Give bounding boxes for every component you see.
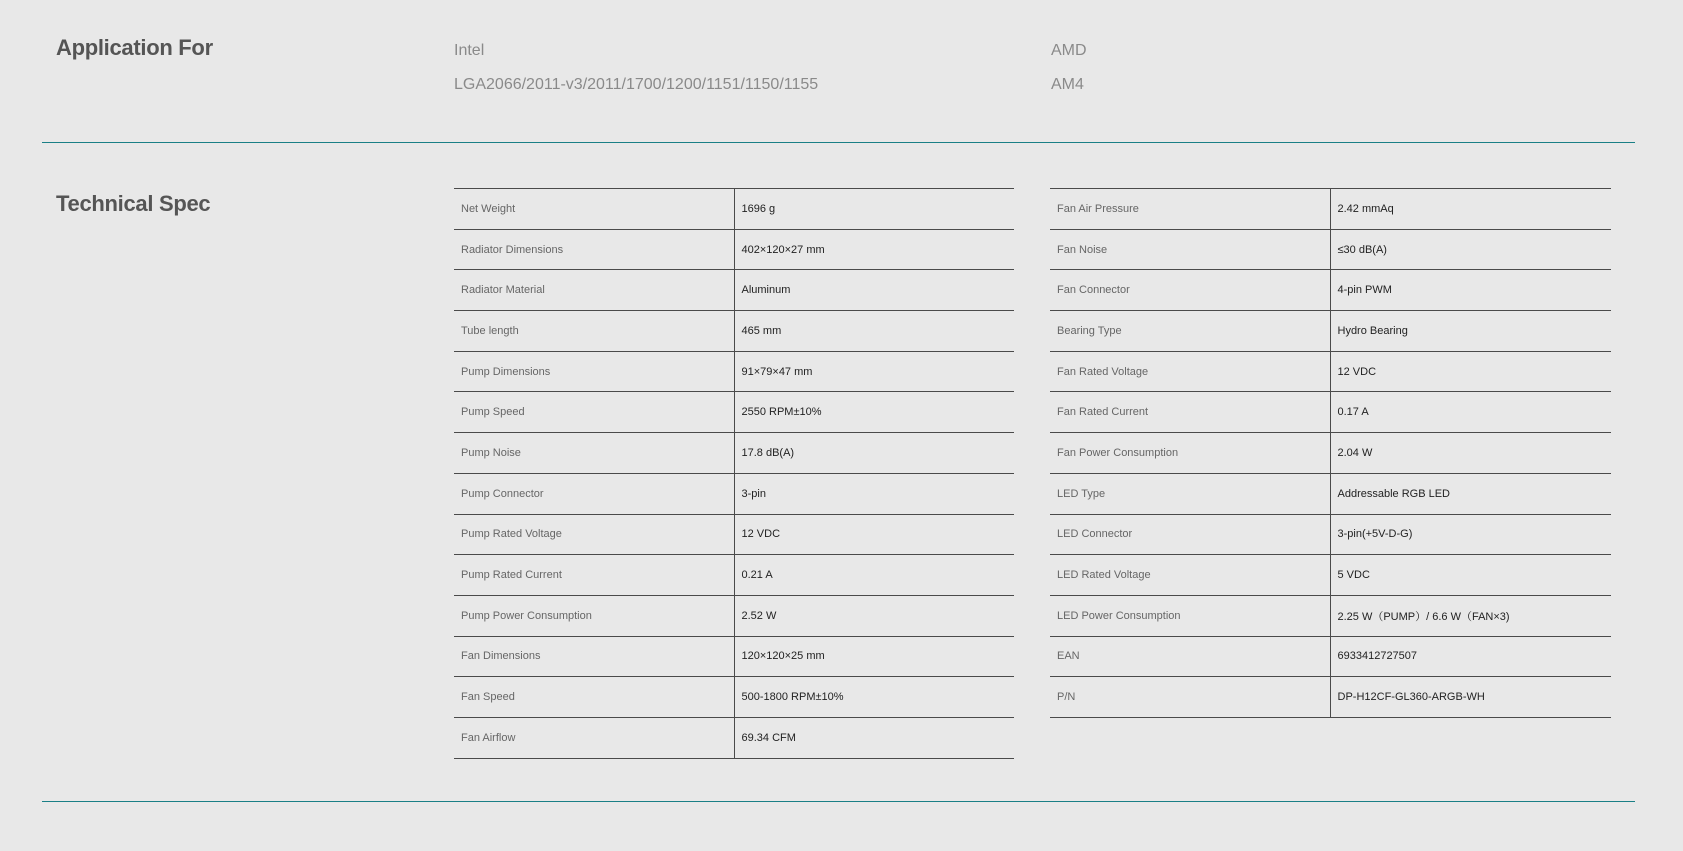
spec-row xyxy=(1050,636,1611,677)
spec-row xyxy=(454,717,1014,758)
spec-row xyxy=(1050,473,1611,514)
spec-value: 5 VDC xyxy=(1330,555,1611,596)
spec-row xyxy=(454,229,1014,270)
amd-label: AMD xyxy=(1051,42,1087,59)
spec-key: Tube length xyxy=(454,311,734,352)
spec-row xyxy=(1050,555,1611,596)
spec-value: 2.42 mmAq xyxy=(1330,189,1611,230)
spec-key: Pump Connector xyxy=(454,473,734,514)
spec-value: 3-pin xyxy=(734,473,1014,514)
section-divider xyxy=(42,142,1635,143)
spec-value: 2.52 W xyxy=(734,595,1014,636)
spec-value: 465 mm xyxy=(734,311,1014,352)
spec-key: LED Type xyxy=(1050,473,1330,514)
spec-row xyxy=(1050,351,1611,392)
spec-key: Pump Speed xyxy=(454,392,734,433)
spec-value: 1696 g xyxy=(734,189,1014,230)
technical-spec-heading: Technical Spec xyxy=(56,191,211,216)
spec-value: 3-pin(+5V-D-G) xyxy=(1330,514,1611,555)
spec-key: EAN xyxy=(1050,636,1330,677)
spec-key: Fan Power Consumption xyxy=(1050,433,1330,474)
spec-row xyxy=(454,433,1014,474)
spec-key: Pump Power Consumption xyxy=(454,595,734,636)
spec-row xyxy=(1050,514,1611,555)
spec-row xyxy=(454,555,1014,596)
spec-row xyxy=(454,636,1014,677)
spec-row xyxy=(1050,311,1611,352)
spec-key: Fan Dimensions xyxy=(454,636,734,677)
spec-row xyxy=(1050,270,1611,311)
spec-key: Fan Rated Voltage xyxy=(1050,351,1330,392)
intel-label: Intel xyxy=(454,42,485,59)
spec-row xyxy=(454,677,1014,718)
spec-row xyxy=(1050,189,1611,230)
spec-value: 2.25 W（PUMP）/ 6.6 W（FAN×3) xyxy=(1330,595,1611,636)
section-divider xyxy=(42,801,1635,802)
spec-row xyxy=(1050,433,1611,474)
spec-row xyxy=(454,311,1014,352)
spec-key: Fan Speed xyxy=(454,677,734,718)
spec-row xyxy=(454,595,1014,636)
spec-row xyxy=(454,351,1014,392)
spec-value: ≤30 dB(A) xyxy=(1330,229,1611,270)
spec-key: Radiator Material xyxy=(454,270,734,311)
spec-row xyxy=(454,473,1014,514)
spec-key: Pump Noise xyxy=(454,433,734,474)
spec-row xyxy=(1050,595,1611,636)
spec-key: P/N xyxy=(1050,677,1330,718)
spec-key: Bearing Type xyxy=(1050,311,1330,352)
spec-key: Pump Rated Voltage xyxy=(454,514,734,555)
spec-key: Fan Airflow xyxy=(454,717,734,758)
amd-sockets: AM4 xyxy=(1051,76,1084,93)
spec-value: 12 VDC xyxy=(1330,351,1611,392)
spec-table-left xyxy=(454,188,1014,759)
spec-value: 17.8 dB(A) xyxy=(734,433,1014,474)
spec-row xyxy=(1050,229,1611,270)
spec-value: 6933412727507 xyxy=(1330,636,1611,677)
spec-value: 2.04 W xyxy=(1330,433,1611,474)
spec-value: Aluminum xyxy=(734,270,1014,311)
spec-value: DP-H12CF-GL360-ARGB-WH xyxy=(1330,677,1611,718)
spec-value: 12 VDC xyxy=(734,514,1014,555)
spec-key: LED Power Consumption xyxy=(1050,595,1330,636)
spec-value: 0.17 A xyxy=(1330,392,1611,433)
spec-key: Pump Rated Current xyxy=(454,555,734,596)
spec-key: Pump Dimensions xyxy=(454,351,734,392)
spec-row xyxy=(454,189,1014,230)
spec-key: Radiator Dimensions xyxy=(454,229,734,270)
spec-key: LED Rated Voltage xyxy=(1050,555,1330,596)
spec-value: 2550 RPM±10% xyxy=(734,392,1014,433)
application-for-heading: Application For xyxy=(56,35,213,60)
spec-row xyxy=(454,392,1014,433)
spec-value: Hydro Bearing xyxy=(1330,311,1611,352)
spec-row xyxy=(1050,392,1611,433)
spec-value: 402×120×27 mm xyxy=(734,229,1014,270)
spec-row xyxy=(454,270,1014,311)
spec-key: Fan Air Pressure xyxy=(1050,189,1330,230)
spec-key: Net Weight xyxy=(454,189,734,230)
spec-value: 120×120×25 mm xyxy=(734,636,1014,677)
spec-key: Fan Rated Current xyxy=(1050,392,1330,433)
intel-sockets: LGA2066/2011-v3/2011/1700/1200/1151/1150/1155 xyxy=(454,76,819,93)
spec-value: 0.21 A xyxy=(734,555,1014,596)
spec-key: LED Connector xyxy=(1050,514,1330,555)
spec-value: 69.34 CFM xyxy=(734,717,1014,758)
spec-row xyxy=(454,514,1014,555)
spec-key: Fan Noise xyxy=(1050,229,1330,270)
spec-row xyxy=(1050,677,1611,718)
spec-value: 4-pin PWM xyxy=(1330,270,1611,311)
spec-key: Fan Connector xyxy=(1050,270,1330,311)
spec-table-right xyxy=(1050,188,1611,718)
spec-value: 91×79×47 mm xyxy=(734,351,1014,392)
spec-value: 500-1800 RPM±10% xyxy=(734,677,1014,718)
spec-value: Addressable RGB LED xyxy=(1330,473,1611,514)
